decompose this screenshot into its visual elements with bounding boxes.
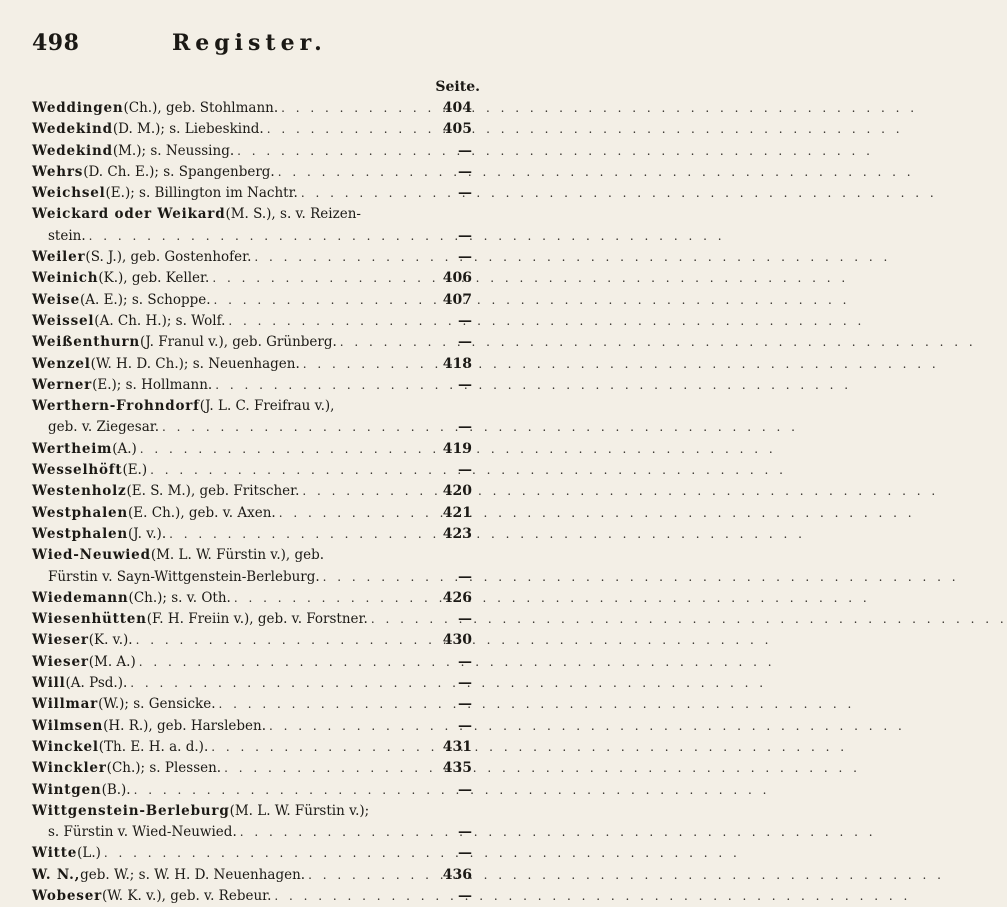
- entry-name: Wedekind: [32, 121, 113, 138]
- entry-name: Weise: [32, 291, 80, 308]
- entry-page-number: —: [458, 419, 472, 436]
- entry-name: Westphalen: [32, 525, 129, 542]
- entry-details: (D. M.); s. Liebeskind.: [112, 121, 264, 138]
- entry-page-number: —: [458, 334, 472, 351]
- entry-page-number: —: [458, 653, 472, 670]
- leader-dots: [131, 780, 438, 801]
- leader-dots: [298, 183, 438, 204]
- entry-page-number: 407: [442, 291, 472, 308]
- entry-details: (M.); s. Neussing.: [112, 142, 235, 159]
- entry-name: Wiedemann: [32, 589, 129, 606]
- leader-dots: [221, 758, 438, 779]
- entry-details: (J. v.).: [128, 525, 167, 542]
- entry-page-number: 435: [442, 760, 472, 777]
- entry-page-number: —: [458, 227, 472, 244]
- entry-page-number: 421: [442, 504, 472, 521]
- entry-name: Westenholz: [32, 483, 127, 500]
- entry-page-number: 430: [442, 632, 472, 649]
- entry-page-number: —: [458, 845, 472, 862]
- entry-name: Wilmsen: [32, 717, 104, 734]
- leader-dots: [86, 226, 438, 247]
- entry-name: Wedekind: [32, 142, 113, 159]
- entry-details: (A. Ch. H.); s. Wolf.: [94, 312, 226, 329]
- entry-details: (A. E.); s. Schoppe.: [79, 291, 211, 308]
- leader-dots: [101, 843, 438, 864]
- entry-name: Weiler: [32, 249, 86, 266]
- entry-details: stein.: [48, 227, 86, 244]
- leader-dots: [299, 481, 438, 502]
- register-entry: [32, 354, 472, 375]
- register-entry: [32, 247, 472, 268]
- leader-dots: [159, 417, 438, 438]
- entry-details: (J. L. C. Freifrau v.),: [199, 398, 335, 415]
- leader-dots: [166, 524, 438, 545]
- register-entry: [32, 673, 472, 694]
- leader-dots: [305, 865, 438, 886]
- entry-page-number: 405: [442, 121, 472, 138]
- register-entry: [32, 801, 472, 822]
- entry-name: Wesselhöft: [32, 462, 123, 479]
- entry-page-number: 436: [442, 866, 472, 883]
- leader-dots: [127, 673, 438, 694]
- entry-details: Fürstin v. Sayn-Wittgenstein-Berleburg.: [48, 568, 320, 585]
- entry-page-number: —: [458, 249, 472, 266]
- entry-page-number: —: [458, 887, 472, 904]
- register-entry: [32, 311, 472, 332]
- entry-page-number: —: [458, 717, 472, 734]
- leader-dots: [147, 460, 438, 481]
- entry-page-number: 426: [442, 589, 472, 606]
- entry-page-number: 406: [442, 270, 472, 287]
- register-entry: [32, 439, 472, 460]
- entry-details: (W. H. D. Ch.); s. Neuenhagen.: [90, 355, 300, 372]
- register-entry: [32, 737, 472, 758]
- entry-page-number: 418: [442, 355, 472, 372]
- entry-details: geb. v. Ziegesar.: [48, 419, 160, 436]
- entry-details: geb. W.; s. W. H. D. Neuenhagen.: [80, 866, 306, 883]
- entry-page-number: —: [458, 611, 472, 628]
- register-entry: [32, 503, 472, 524]
- register-entry-continuation: [32, 226, 472, 247]
- register-entry: [32, 98, 472, 119]
- page-header: [32, 30, 480, 60]
- entry-page-number: —: [458, 142, 472, 159]
- entry-name: W. N.,: [32, 866, 81, 883]
- register-entry-continuation: [32, 417, 472, 438]
- entry-page-number: —: [458, 675, 472, 692]
- leader-dots: [225, 311, 438, 332]
- entry-page-number: —: [458, 824, 472, 841]
- entry-page-number: 431: [442, 738, 472, 755]
- leader-dots: [271, 886, 438, 907]
- entry-details: (E.): [122, 462, 148, 479]
- leader-dots: [231, 588, 438, 609]
- leader-dots: [264, 119, 438, 140]
- leader-dots: [136, 652, 438, 673]
- entry-name: Weißenthurn: [32, 334, 141, 351]
- entry-name: Wiesenhütten: [32, 611, 147, 628]
- entry-page-number: —: [458, 185, 472, 202]
- register-entry: [32, 524, 472, 545]
- leader-dots: [133, 630, 438, 651]
- entry-page-number: —: [458, 312, 472, 329]
- entry-page-number: —: [458, 781, 472, 798]
- entry-details: (M. L. W. Fürstin v.), geb.: [150, 547, 325, 564]
- entry-details: (E. S. M.), geb. Fritscher.: [126, 483, 300, 500]
- entry-name: Wintgen: [32, 781, 102, 798]
- leader-dots: [276, 503, 438, 524]
- page-number: 498: [32, 30, 80, 56]
- entry-details: (A.): [112, 440, 137, 457]
- entry-name: Wehrs: [32, 163, 84, 180]
- entry-name: Weickard oder Weikard: [32, 206, 226, 223]
- register-entry: [32, 865, 472, 886]
- leader-dots: [368, 609, 438, 630]
- entry-page-number: —: [458, 462, 472, 479]
- entry-details: (E. Ch.), geb. v. Axen.: [128, 504, 276, 521]
- entry-details: (E.); s. Hollmann.: [92, 376, 213, 393]
- entry-page-number: —: [458, 163, 472, 180]
- register-entry: [32, 460, 472, 481]
- entry-name: Weissel: [32, 312, 95, 329]
- entry-name: Wobeser: [32, 887, 102, 904]
- entry-name: Witte: [32, 845, 78, 862]
- page-column-label: Seite.: [435, 79, 480, 95]
- entry-details: (Ch.); s. Plessen.: [106, 760, 222, 777]
- entry-details: (W.); s. Gensicke.: [98, 696, 216, 713]
- register-entry: [32, 652, 472, 673]
- leader-dots: [300, 354, 438, 375]
- leader-dots: [320, 567, 438, 588]
- register-entry: [32, 375, 472, 396]
- leader-dots: [137, 439, 438, 460]
- register-entry: [32, 588, 472, 609]
- entry-details: (M. S.), s. v. Reizen-: [225, 206, 361, 223]
- entry-details: (Ch.), geb. Stohlmann.: [123, 100, 279, 116]
- register-entry: [32, 780, 472, 801]
- entry-details: (L.): [77, 845, 101, 862]
- entry-details: (H. R.), geb. Harsleben.: [103, 717, 266, 734]
- register-entry: [32, 545, 472, 566]
- register-entry: [32, 183, 472, 204]
- entry-name: Willmar: [32, 696, 99, 713]
- leader-dots: [266, 716, 438, 737]
- entry-details: (S. J.), geb. Gostenhofer.: [85, 249, 252, 266]
- register-entry-continuation: [32, 567, 472, 588]
- entry-details: (D. Ch. E.); s. Spangenberg.: [83, 163, 275, 180]
- entry-details: (Th. E. H. a. d.).: [98, 738, 209, 755]
- register-list: [32, 98, 472, 907]
- entry-name: Wieser: [32, 632, 89, 649]
- entry-details: (K.), geb. Keller.: [98, 270, 210, 287]
- register-entry: [32, 716, 472, 737]
- entry-name: Winckel: [32, 738, 99, 755]
- entry-details: (M. L. W. Fürstin v.);: [229, 802, 370, 819]
- leader-dots: [275, 162, 438, 183]
- leader-dots: [211, 290, 438, 311]
- register-entry: [32, 162, 472, 183]
- entry-page-number: 420: [442, 483, 472, 500]
- register-entry: [32, 396, 472, 417]
- entry-name: Will: [32, 675, 66, 692]
- leader-dots: [216, 694, 439, 715]
- entry-name: Werner: [32, 376, 93, 393]
- register-entry: [32, 119, 472, 140]
- entry-details: s. Fürstin v. Wied-Neuwied.: [48, 824, 237, 841]
- entry-page-number: 404: [442, 100, 472, 116]
- entry-details: (M. A.): [88, 653, 136, 670]
- leader-dots: [337, 332, 438, 353]
- leader-dots: [208, 737, 438, 758]
- entry-details: (F. H. Freiin v.), geb. v. Forstner.: [146, 611, 368, 628]
- entry-name: Wittgenstein-Berleburg: [32, 802, 230, 819]
- register-entry-continuation: [32, 822, 472, 843]
- entry-details: (Ch.); s. v. Oth.: [128, 589, 231, 606]
- register-entry: [32, 694, 472, 715]
- page-title: Register.: [172, 30, 327, 56]
- entry-name: Wied-Neuwied: [32, 547, 151, 564]
- entry-details: (W. K. v.), geb. v. Rebeur.: [102, 887, 272, 904]
- entry-name: Westphalen: [32, 504, 129, 521]
- entry-name: Wieser: [32, 653, 89, 670]
- entry-name: Weddingen: [32, 100, 124, 116]
- entry-details: (J. Franul v.), geb. Grünberg.: [140, 334, 337, 351]
- leader-dots: [234, 141, 438, 162]
- register-entry: [32, 290, 472, 311]
- entry-page-number: —: [458, 376, 472, 393]
- entry-name: Weichsel: [32, 185, 106, 202]
- entry-details: (A. Psd.).: [65, 675, 128, 692]
- leader-dots: [278, 98, 438, 119]
- register-entry: [32, 843, 472, 864]
- entry-name: Wertheim: [32, 440, 113, 457]
- leader-dots: [209, 268, 438, 289]
- register-entry: [32, 630, 472, 651]
- entry-page-number: —: [458, 696, 472, 713]
- entry-page-number: 423: [442, 525, 472, 542]
- entry-page-number: 419: [442, 440, 472, 457]
- entry-details: (B.).: [101, 781, 131, 798]
- entry-name: Weinich: [32, 270, 99, 287]
- leader-dots: [251, 247, 438, 268]
- entry-page-number: —: [458, 568, 472, 585]
- register-entry: [32, 481, 472, 502]
- register-entry: [32, 204, 472, 225]
- leader-dots: [237, 822, 438, 843]
- entry-details: (E.); s. Billington im Nachtr.: [105, 185, 298, 202]
- entry-details: (K. v.).: [88, 632, 133, 649]
- register-entry: [32, 268, 472, 289]
- register-entry: [32, 609, 472, 630]
- register-entry: [32, 758, 472, 779]
- register-entry: [32, 886, 472, 907]
- entry-name: Werthern-Frohndorf: [32, 398, 200, 415]
- register-entry: [32, 332, 472, 353]
- register-entry: [32, 141, 472, 162]
- leader-dots: [212, 375, 438, 396]
- entry-name: Wenzel: [32, 355, 91, 372]
- entry-name: Winckler: [32, 760, 107, 777]
